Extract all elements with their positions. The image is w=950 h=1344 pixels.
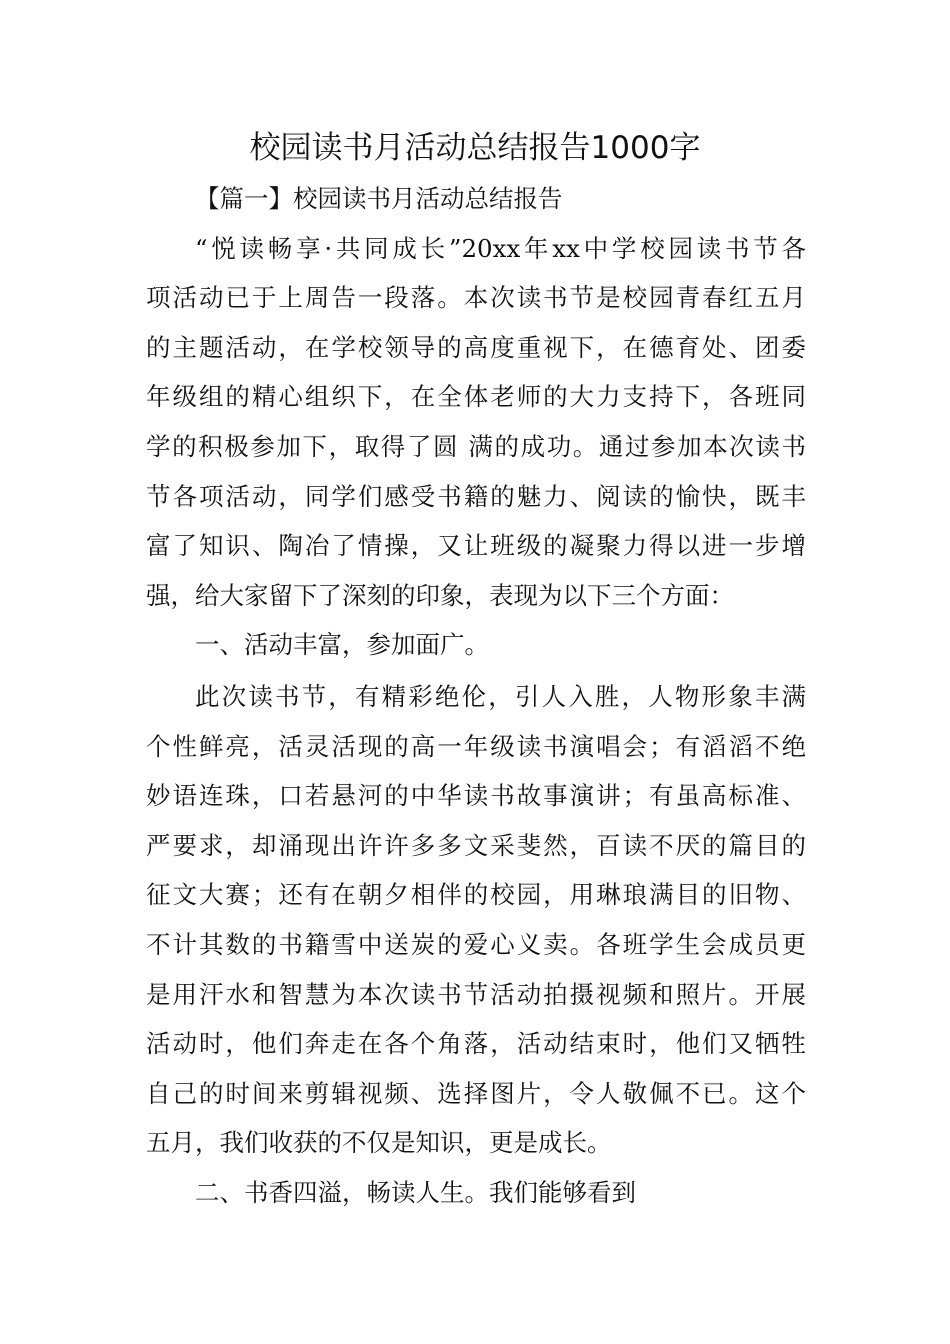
paragraph-line: 活动时，他们奔走在各个角落，活动结束时，他们又牺牲	[146, 1029, 806, 1058]
paragraph-line: 是用汗水和智慧为本次读书节活动拍摄视频和照片。开展	[146, 980, 806, 1009]
paragraph-line: 个性鲜亮，活灵活现的高一年级读书演唱会；有滔滔不绝	[146, 732, 806, 761]
paragraph-line: 此次读书节，有精彩绝伦，引人入胜，人物形象丰满	[195, 682, 806, 711]
paragraph-line: 不计其数的书籍雪中送炭的爱心义卖。各班学生会成员更	[146, 930, 806, 959]
paragraph-line: 妙语连珠，口若悬河的中华读书故事演讲；有虽高标准、	[146, 781, 806, 810]
paragraph-line: 严要求，却涌现出许许多多文采斐然，百读不厌的篇目的	[146, 831, 806, 860]
paragraph-line: 强，给大家留下了深刻的印象，表现为以下三个方面：	[146, 581, 734, 610]
section-heading-part-one: 【篇一】校园读书月活动总结报告	[195, 184, 563, 213]
paragraph-line: “悦读畅享·共同成长”20xx年xx中学校园读书节各	[195, 234, 806, 263]
paragraph-line: 节各项活动，同学们感受书籍的魅力、阅读的愉快，既丰	[146, 482, 806, 511]
paragraph-line: 自己的时间来剪辑视频、选择图片，令人敬佩不已。这个	[146, 1079, 806, 1108]
paragraph-line: 学的积极参加下，取得了圆 满的成功。通过参加本次读书	[146, 432, 806, 461]
section-heading-one: 一、活动丰富，参加面广。	[195, 630, 489, 659]
paragraph-line: 富了知识、陶冶了情操，又让班级的凝聚力得以进一步增	[146, 531, 806, 560]
section-heading-two: 二、书香四溢，畅读人生。我们能够看到	[195, 1178, 636, 1207]
paragraph-line: 征文大赛；还有在朝夕相伴的校园，用琳琅满目的旧物、	[146, 880, 806, 909]
paragraph-line: 五月，我们收获的不仅是知识，更是成长。	[146, 1128, 612, 1157]
paragraph-line: 的主题活动，在学校领导的高度重视下，在德育处、团委	[146, 333, 806, 362]
paragraph-line: 项活动已于上周告一段落。本次读书节是校园青春红五月	[146, 283, 806, 312]
document-title: 校园读书月活动总结报告1000字	[249, 130, 701, 166]
paragraph-line: 年级组的精心组织下，在全体老师的大力支持下，各班同	[146, 382, 806, 411]
